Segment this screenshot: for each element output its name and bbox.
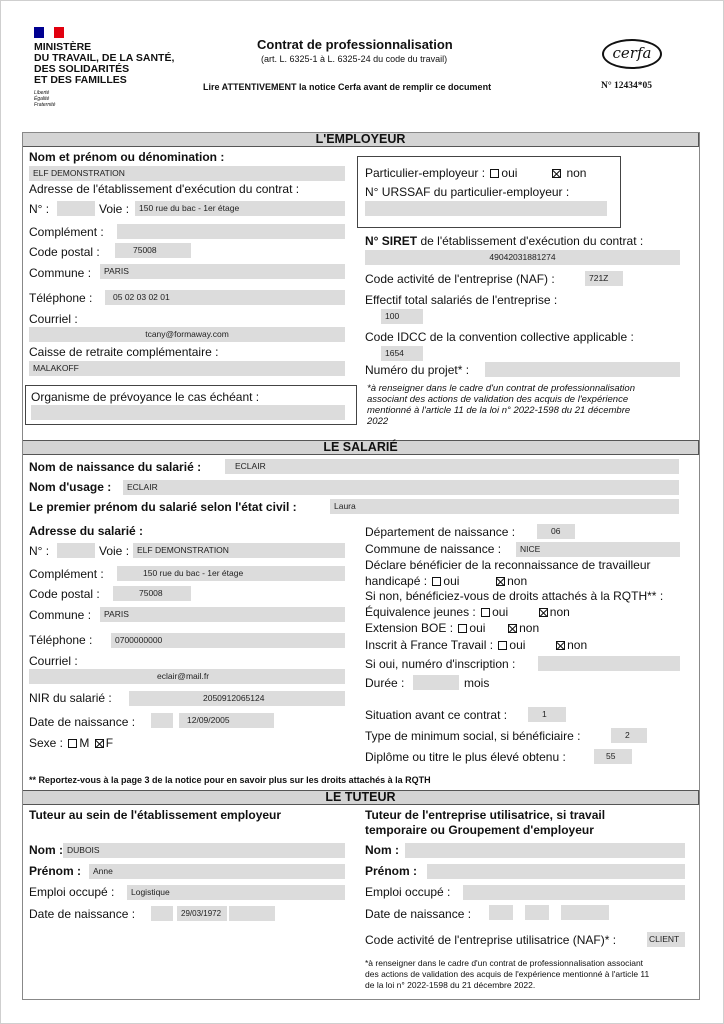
- employee-city-field[interactable]: PARIS: [100, 607, 345, 622]
- particulier-non-label: non: [566, 166, 587, 180]
- employer-name-field[interactable]: ELF DEMONSTRATION: [29, 166, 345, 181]
- employee-address-label: Adresse du salarié :: [29, 524, 144, 538]
- birth-city-label: Commune de naissance :: [365, 542, 502, 556]
- user-tutor-name-label: Nom :: [365, 843, 399, 857]
- section-employeur: L'EMPLOYEUR: [22, 132, 699, 147]
- birth-name-field[interactable]: ECLAIR: [225, 459, 679, 474]
- form-title: Contrat de professionnalisation: [257, 37, 453, 52]
- french-flag-icon: [34, 27, 64, 38]
- cerfa-logo: cerfa: [602, 39, 662, 69]
- first-name-field[interactable]: Laura: [330, 499, 679, 514]
- projet-field[interactable]: [485, 362, 680, 377]
- employer-city-label: Commune :: [29, 266, 92, 280]
- equivalence-non-label: non: [549, 605, 570, 619]
- employer-email-label: Courriel :: [29, 312, 78, 326]
- employee-email-field[interactable]: eclair@mail.fr: [29, 669, 345, 684]
- boe-row: [365, 621, 539, 635]
- inscription-field[interactable]: [538, 656, 680, 671]
- employer-complement-field[interactable]: [117, 224, 345, 239]
- boe-non-checkbox[interactable]: [508, 624, 517, 633]
- mois-label: mois: [464, 676, 490, 690]
- user-tutor-firstname-field[interactable]: [427, 864, 685, 879]
- usage-name-field[interactable]: ECLAIR: [123, 480, 679, 495]
- first-name-label: Le premier prénom du salarié selon l'état civil :: [29, 500, 297, 514]
- pension-fund-label: Caisse de retraite complémentaire :: [29, 345, 219, 359]
- tutor-birthdate-year-field[interactable]: [229, 906, 275, 921]
- diplome-field[interactable]: 55: [594, 749, 632, 764]
- employer-address-label: Adresse de l'établissement d'exécution du contrat :: [29, 182, 300, 196]
- tutor-firstname-field[interactable]: Anne: [89, 864, 345, 879]
- employee-phone-field[interactable]: 0700000000: [111, 633, 345, 648]
- employer-name-label: Nom et prénom ou dénomination :: [29, 150, 225, 164]
- effectif-field[interactable]: 100: [381, 309, 423, 324]
- usage-name-label: Nom d'usage :: [29, 480, 112, 494]
- employee-street-label: Voie :: [99, 544, 130, 558]
- employer-postcode-label: Code postal :: [29, 245, 100, 259]
- birth-date-field[interactable]: 12/09/2005: [179, 713, 274, 728]
- equivalence-oui-checkbox[interactable]: [481, 608, 490, 617]
- situation-field[interactable]: 1: [528, 707, 566, 722]
- france-travail-label: Inscrit à France Travail :: [365, 638, 494, 652]
- inscription-label: Si oui, numéro d'inscription :: [365, 657, 516, 671]
- france-travail-non-checkbox[interactable]: [556, 641, 565, 650]
- effectif-label: Effectif total salariés de l'entreprise :: [365, 293, 558, 307]
- user-company-naf-field[interactable]: CLIENT: [647, 932, 685, 947]
- birth-department-label: Département de naissance :: [365, 525, 516, 539]
- minimum-social-field[interactable]: 2: [611, 728, 647, 743]
- employee-postcode-field[interactable]: 75008: [113, 586, 191, 601]
- user-tutor-name-field[interactable]: [405, 843, 685, 858]
- ministry-name: MINISTÈRE DU TRAVAIL, DE LA SANTÉ, DES SOLIDARITÉS ET DES FAMILLES: [34, 41, 175, 86]
- siret-field[interactable]: 49042031881274: [365, 250, 680, 265]
- urssaf-label: N° URSSAF du particulier-employeur :: [365, 185, 570, 199]
- boe-oui-label: oui: [469, 621, 486, 635]
- equivalence-row: [365, 605, 570, 619]
- employer-postcode-field[interactable]: 75008: [115, 243, 191, 258]
- particulier-label: Particulier-employeur :: [365, 166, 486, 180]
- form-subtitle: (art. L. 6325-1 à L. 6325-24 du code du travail): [261, 54, 448, 64]
- boe-oui-checkbox[interactable]: [458, 624, 467, 633]
- idcc-field[interactable]: 1654: [381, 346, 423, 361]
- handicape-oui-checkbox[interactable]: [432, 577, 441, 586]
- user-tutor-birthdate-year-field[interactable]: [561, 905, 609, 920]
- naf-field[interactable]: 721Z: [585, 271, 623, 286]
- projet-label: Numéro du projet* :: [365, 363, 470, 377]
- equivalence-oui-label: oui: [492, 605, 509, 619]
- employer-email-field[interactable]: tcany@formaway.com: [29, 327, 345, 342]
- handicape-oui-label: oui: [443, 574, 460, 588]
- employee-postcode-label: Code postal :: [29, 587, 100, 601]
- nir-label: NIR du salarié :: [29, 691, 112, 705]
- tutor-name-label: Nom :: [29, 843, 63, 857]
- tutor-job-label: Emploi occupé :: [29, 885, 115, 899]
- france-travail-row: [365, 638, 587, 652]
- particulier-oui-label: oui: [501, 166, 518, 180]
- employee-street-field[interactable]: ELF DEMONSTRATION: [133, 543, 345, 558]
- minimum-social-label: Type de minimum social, si bénéficiaire :: [365, 729, 581, 743]
- rqth-rights-label: Si non, bénéficiez-vous de droits attachés à la RQTH** :: [365, 589, 664, 603]
- tutor-birthdate-label: Date de naissance :: [29, 907, 136, 921]
- sex-row: [29, 736, 113, 750]
- tutor-job-field[interactable]: Logistique: [127, 885, 345, 900]
- section-tuteur: LE TUTEUR: [22, 790, 699, 805]
- sex-f-label: F: [105, 736, 114, 750]
- handicape-label: handicapé :: [365, 574, 428, 588]
- cerfa-number: N° 12434*05: [601, 81, 653, 91]
- particulier-non-checkbox[interactable]: [552, 169, 561, 178]
- prevoyance-label: Organisme de prévoyance le cas échéant :: [31, 390, 260, 404]
- employee-email-label: Courriel :: [29, 654, 78, 668]
- france-travail-oui-label: oui: [509, 638, 526, 652]
- equivalence-label: Équivalence jeunes :: [365, 605, 476, 619]
- handicape-non-checkbox[interactable]: [496, 577, 505, 586]
- birth-city-field[interactable]: NICE: [516, 542, 680, 557]
- user-tutor-birthdate-day-field[interactable]: [489, 905, 513, 920]
- tutor-left-title: Tuteur au sein de l'établissement employeur: [29, 808, 282, 822]
- france-travail-non-label: non: [567, 638, 588, 652]
- france-travail-oui-checkbox[interactable]: [498, 641, 507, 650]
- tutor-birthdate-field[interactable]: 29/03/1972: [177, 906, 227, 921]
- naf-label: Code activité de l'entreprise (NAF) :: [365, 272, 555, 286]
- sex-m-checkbox[interactable]: [68, 739, 77, 748]
- handicape-non-label: non: [507, 574, 528, 588]
- birth-date-day-field[interactable]: [151, 713, 173, 728]
- employer-street-field[interactable]: 150 rue du bac - 1er étage: [135, 201, 345, 216]
- diplome-label: Diplôme ou titre le plus élevé obtenu :: [365, 750, 566, 764]
- user-tutor-job-label: Emploi occupé :: [365, 885, 451, 899]
- situation-label: Situation avant ce contrat :: [365, 708, 508, 722]
- employer-phone-field[interactable]: 05 02 03 02 01: [105, 290, 345, 305]
- employer-street-label: Voie :: [99, 202, 130, 216]
- user-tutor-job-field[interactable]: [463, 885, 685, 900]
- prevoyance-field[interactable]: [31, 405, 345, 420]
- employer-number-label: N° :: [29, 202, 50, 216]
- tutor-right-title: Tuteur de l'entreprise utilisatrice, si travail temporaire ou Groupement d'employeur: [365, 808, 606, 837]
- user-company-naf-label: Code activité de l'entreprise utilisatrice (NAF)* :: [365, 933, 617, 947]
- notice-warning: Lire ATTENTIVEMENT la notice Cerfa avant de remplir ce document: [203, 82, 492, 92]
- section-salarie: LE SALARIÉ: [22, 440, 699, 455]
- siret-label: N° SIRET de l'établissement d'exécution du contrat :: [365, 234, 644, 248]
- sex-f-checkbox[interactable]: [95, 739, 104, 748]
- user-tutor-firstname-label: Prénom :: [365, 864, 418, 878]
- tutor-name-field[interactable]: DUBOIS: [63, 843, 345, 858]
- employee-city-label: Commune :: [29, 608, 92, 622]
- employer-note: *à renseigner dans le cadre d'un contrat de professionnalisation associant des actions de validation des acquis de l'expérience mentionné à l'article 11 de la loi n° 2022-1598 du 21 décembre 2022: [367, 383, 635, 427]
- birth-name-label: Nom de naissance du salarié :: [29, 460, 202, 474]
- employee-complement-label: Complément :: [29, 567, 104, 581]
- rqth-footnote: ** Reportez-vous à la page 3 de la notice pour en savoir plus sur les droits attachés à la RQTH: [29, 775, 431, 785]
- boe-non-label: non: [519, 621, 540, 635]
- republic-motto: Liberté Égalité Fraternité: [34, 90, 56, 108]
- boe-label: Extension BOE :: [365, 621, 454, 635]
- duree-field[interactable]: [413, 675, 459, 690]
- nir-field[interactable]: 2050912065124: [129, 691, 345, 706]
- employee-complement-field[interactable]: 150 rue du bac - 1er étage: [117, 566, 345, 581]
- user-tutor-birthdate-label: Date de naissance :: [365, 907, 472, 921]
- equivalence-non-checkbox[interactable]: [539, 608, 548, 617]
- sex-label: Sexe :: [29, 736, 64, 750]
- pension-fund-field[interactable]: MALAKOFF: [29, 361, 345, 376]
- urssaf-field[interactable]: [365, 201, 607, 216]
- employer-number-field[interactable]: [57, 201, 95, 216]
- particulier-oui-checkbox[interactable]: [490, 169, 499, 178]
- particulier-row: [365, 166, 586, 180]
- birth-department-field[interactable]: 06: [537, 524, 575, 539]
- employer-city-field[interactable]: PARIS: [100, 264, 345, 279]
- tutor-note: *à renseigner dans le cadre d'un contrat de professionnalisation associant des actions de validation des acquis de l'expérience mentionné à l'article 11 de la loi n° 2022-1598 du 21 décembre 2022.: [365, 958, 650, 990]
- employee-phone-label: Téléphone :: [29, 633, 93, 647]
- sex-m-label: M: [79, 736, 90, 750]
- employee-number-label: N° :: [29, 544, 50, 558]
- employee-number-field[interactable]: [57, 543, 95, 558]
- birth-date-label: Date de naissance :: [29, 715, 136, 729]
- duree-label: Durée :: [365, 676, 405, 690]
- tutor-firstname-label: Prénom :: [29, 864, 82, 878]
- rqth-declaration-row: [365, 574, 527, 588]
- employer-phone-label: Téléphone :: [29, 291, 93, 305]
- tutor-birthdate-day-field[interactable]: [151, 906, 173, 921]
- employer-complement-label: Complément :: [29, 225, 104, 239]
- user-tutor-birthdate-month-field[interactable]: [525, 905, 549, 920]
- rqth-declaration-line1: Déclare bénéficier de la reconnaissance de travailleur: [365, 558, 651, 572]
- idcc-label: Code IDCC de la convention collective applicable :: [365, 330, 634, 344]
